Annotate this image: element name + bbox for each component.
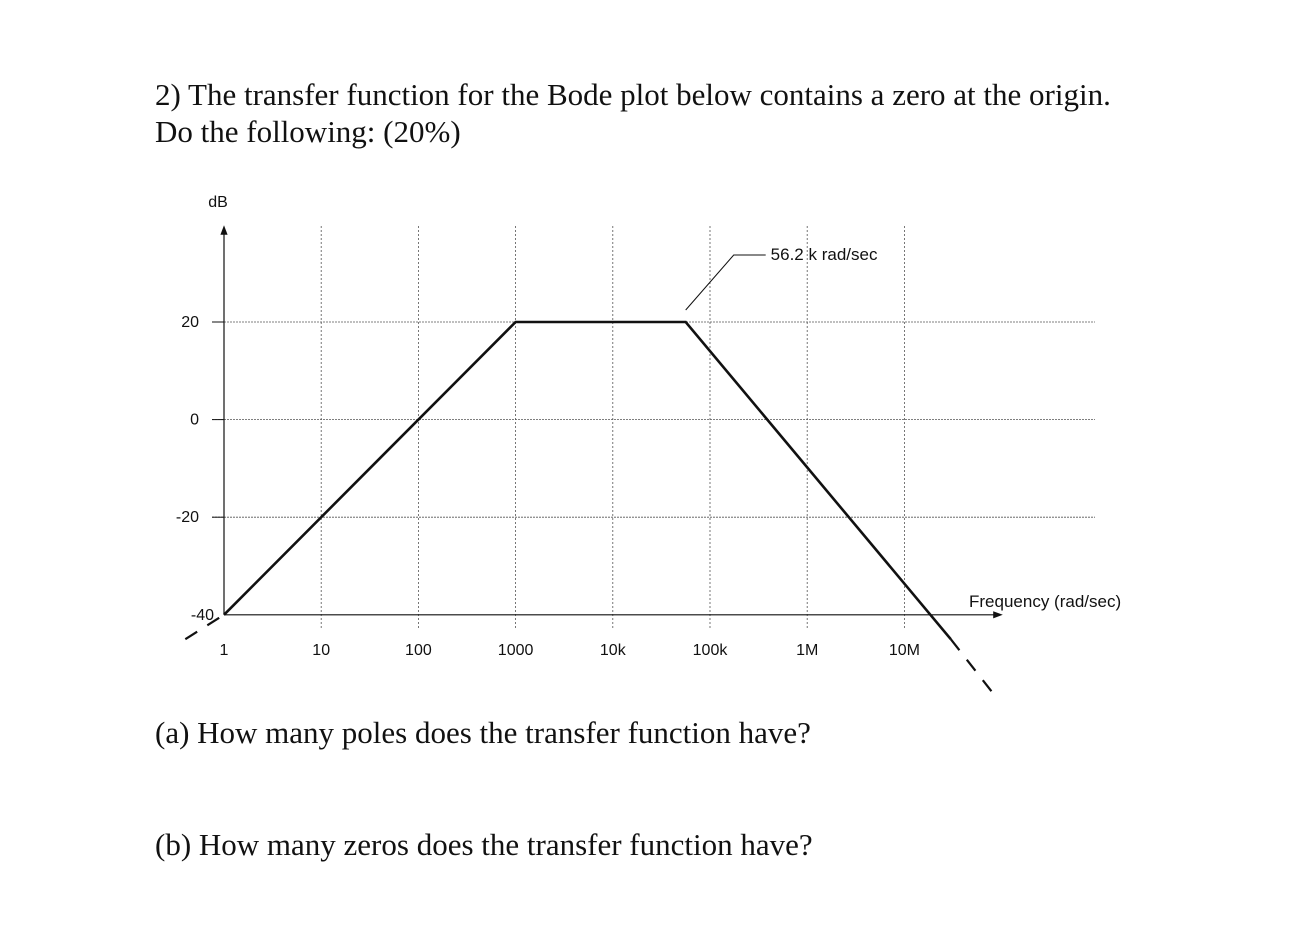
problem-line-1: 2) The transfer function for the Bode plot below contains a zero at the origin. [155,77,1111,112]
question-a: (a) How many poles does the transfer function have? [155,715,811,750]
labels [176,194,1121,659]
question-b: (b) How many zeros does the transfer function have? [155,827,813,862]
dashed-extension-1 [951,639,1031,700]
x-tick-label-1M: 1M [796,642,819,659]
axes [212,230,998,615]
x-tick-label-10k: 10k [599,642,626,659]
x-tick-label-100k: 100k [692,642,728,659]
x-axis-label: Frequency (rad/sec) [969,592,1122,611]
x-tick-label-10M: 10M [888,642,920,659]
y-tick-label--40: -40 [190,606,214,624]
problem-line-2: Do the following: (20%) [155,114,461,149]
annotation-corner-frequency: 56.2 k rad/sec [770,245,878,264]
x-tick-label-1: 1 [219,642,229,659]
y-axis-label: dB [208,194,228,211]
annotation-leader [686,255,766,310]
x-tick-label-10: 10 [312,642,331,659]
series-line-0 [224,322,951,639]
x-tick-label-1000: 1000 [497,642,534,659]
y-tick-label-20: 20 [181,314,199,331]
y-tick-label-0: 0 [190,411,199,429]
y-tick-label--20: -20 [175,509,199,527]
x-tick-label-100: 100 [405,642,432,659]
grid [212,226,1095,628]
